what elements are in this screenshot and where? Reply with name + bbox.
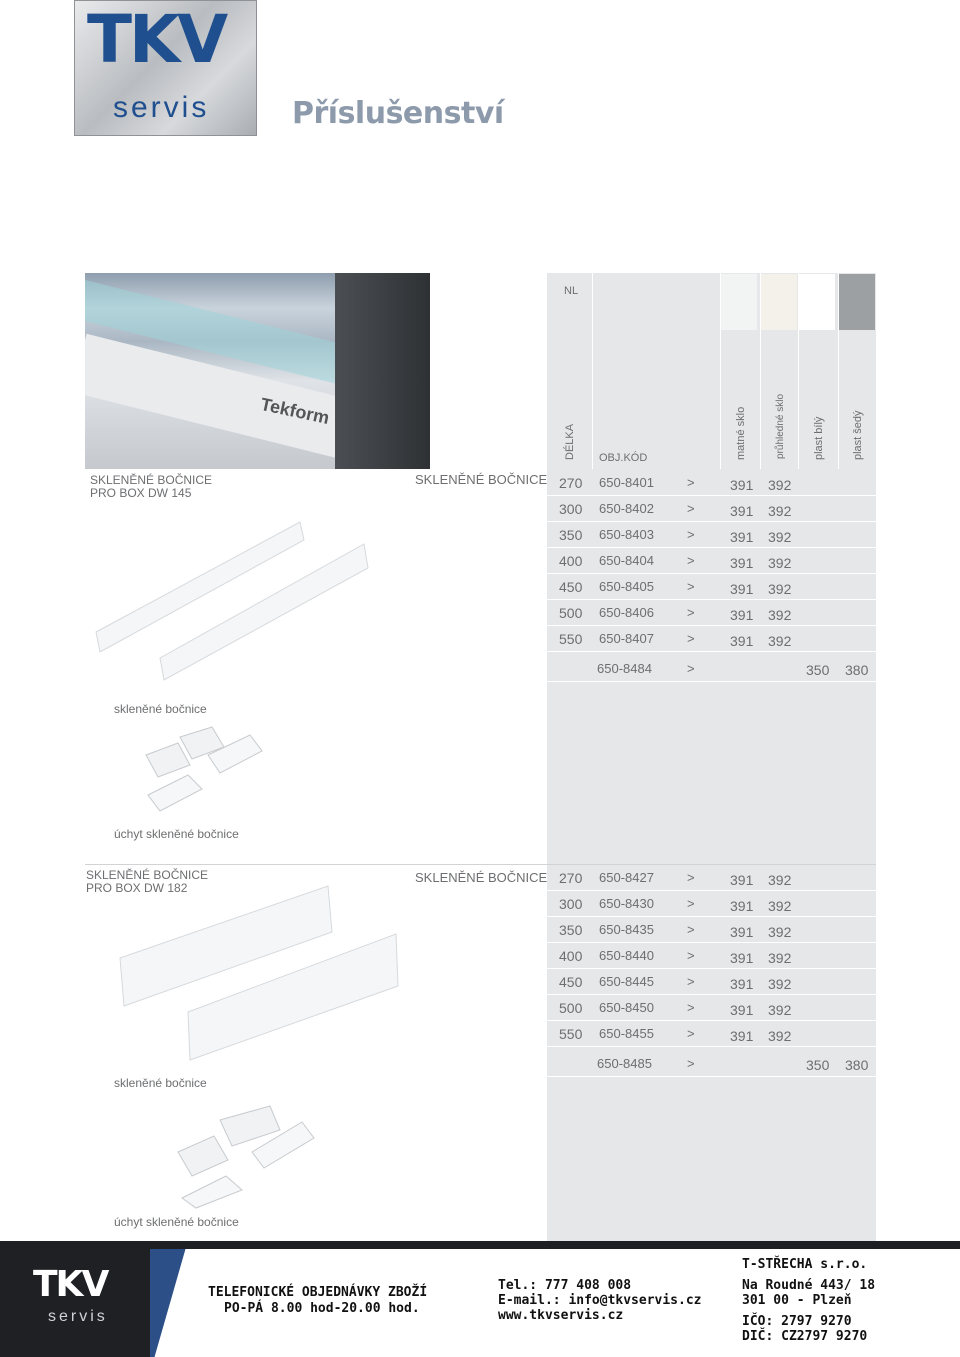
cell-order-code: 650-8402 (599, 501, 654, 516)
cell-order-code: 650-8405 (599, 579, 654, 594)
row-separator (546, 890, 876, 891)
cell-arrow: > (687, 974, 695, 989)
cell-order-code: 650-8404 (599, 553, 654, 568)
footer-logo-subtext: servis (48, 1308, 108, 1325)
row-separator (546, 1020, 876, 1021)
cell-length: 350 (559, 527, 583, 543)
cell-length: 270 (559, 870, 583, 886)
logo-subtext: servis (113, 91, 210, 124)
row-separator (546, 681, 876, 682)
cell-matne-sklo: 391 (730, 607, 754, 623)
header-delka: DÉLKA (564, 423, 576, 460)
glass-panels-image-2 (110, 880, 405, 1065)
cell-length: 400 (559, 553, 583, 569)
column-divider (592, 273, 593, 469)
cell-order-code: 650-8485 (597, 1056, 652, 1071)
cell-arrow: > (687, 553, 695, 568)
cell-pruhledne-sklo: 392 (768, 950, 792, 966)
cell-matne-sklo: 391 (730, 503, 754, 519)
cell-length: 270 (559, 475, 583, 491)
cell-arrow: > (687, 1056, 695, 1071)
cell-order-code: 650-8403 (599, 527, 654, 542)
cell-matne-sklo: 391 (730, 1002, 754, 1018)
row-separator (546, 521, 876, 522)
price-table-background (547, 273, 876, 1241)
page-title: Příslušenství (292, 96, 504, 131)
cell-order-code: 650-8440 (599, 948, 654, 963)
cell-length: 350 (559, 922, 583, 938)
nl-label: NL (564, 285, 579, 297)
drawer-photo: Tekform (85, 273, 430, 469)
cell-arrow: > (687, 661, 695, 676)
cell-matne-sklo: 391 (730, 950, 754, 966)
logo-text: TKV (87, 1, 226, 78)
row-separator (546, 599, 876, 600)
cell-plast-sedy: 380 (845, 662, 869, 678)
cell-order-code: 650-8427 (599, 870, 654, 885)
cell-plast-bily: 350 (806, 662, 830, 678)
cell-order-code: 650-8484 (597, 661, 652, 676)
cell-order-code: 650-8445 (599, 974, 654, 989)
section2-left-title-2: PRO BOX DW 182 (86, 881, 188, 895)
cell-pruhledne-sklo: 392 (768, 529, 792, 545)
footer-orders-hours: PO-PÁ 8.00 hod-20.00 hod. (224, 1301, 420, 1316)
cell-order-code: 650-8455 (599, 1026, 654, 1041)
row-separator (546, 942, 876, 943)
swatch-plast-bily (799, 274, 835, 330)
cell-matne-sklo: 391 (730, 898, 754, 914)
section1-left-title-1: SKLENĚNÉ BOČNICE (90, 473, 213, 487)
cell-pruhledne-sklo: 392 (768, 872, 792, 888)
footer (0, 1241, 960, 1357)
cell-arrow: > (687, 527, 695, 542)
cell-arrow: > (687, 605, 695, 620)
row-separator (546, 1076, 876, 1077)
row-separator (546, 994, 876, 995)
cell-matne-sklo: 391 (730, 1028, 754, 1044)
section-divider (85, 864, 876, 865)
company-logo (74, 0, 257, 136)
cell-pruhledne-sklo: 392 (768, 503, 792, 519)
footer-email[interactable]: E-mail.: info@tkvservis.cz (498, 1293, 702, 1308)
cell-length: 550 (559, 1026, 583, 1042)
section1-caption-glass: skleněné bočnice (114, 702, 207, 716)
cell-matne-sklo: 391 (730, 976, 754, 992)
cell-matne-sklo: 391 (730, 555, 754, 571)
footer-web[interactable]: www.tkvservis.cz (498, 1308, 624, 1323)
header-pruhledne-sklo: průhledné sklo (775, 393, 786, 459)
header-plast-bily: plast bílý (813, 416, 825, 460)
cell-matne-sklo: 391 (730, 529, 754, 545)
cell-length: 300 (559, 501, 583, 517)
cell-arrow: > (687, 475, 695, 490)
section1-mid-title: SKLENĚNÉ BOČNICE (415, 472, 548, 487)
footer-address-2: 301 00 - Plzeň (742, 1293, 852, 1308)
cell-length: 500 (559, 605, 583, 621)
section1-caption-clip: úchyt skleněné bočnice (114, 827, 239, 841)
cell-pruhledne-sklo: 392 (768, 581, 792, 597)
glass-clips-image (138, 725, 268, 815)
cell-matne-sklo: 391 (730, 477, 754, 493)
cell-length: 300 (559, 896, 583, 912)
cell-arrow: > (687, 1026, 695, 1041)
footer-orders-title: TELEFONICKÉ OBJEDNÁVKY ZBOŽÍ (208, 1285, 428, 1300)
header-matne-sklo: matné sklo (735, 406, 747, 460)
glass-clips-image-2 (170, 1102, 320, 1210)
glass-panels-image (88, 510, 373, 690)
cell-pruhledne-sklo: 392 (768, 924, 792, 940)
cell-arrow: > (687, 1000, 695, 1015)
cell-arrow: > (687, 948, 695, 963)
row-separator (546, 495, 876, 496)
header-obj-kod: OBJ.KÓD (599, 452, 648, 464)
section2-left-title-1: SKLENĚNÉ BOČNICE (86, 868, 209, 882)
cell-arrow: > (687, 870, 695, 885)
section2-caption-clip: úchyt skleněné bočnice (114, 1215, 239, 1229)
cell-pruhledne-sklo: 392 (768, 1002, 792, 1018)
cell-pruhledne-sklo: 392 (768, 555, 792, 571)
cell-pruhledne-sklo: 392 (768, 1028, 792, 1044)
swatch-matne-sklo (721, 274, 757, 330)
footer-tel: Tel.: 777 408 008 (498, 1278, 632, 1293)
cell-order-code: 650-8435 (599, 922, 654, 937)
cell-order-code: 650-8430 (599, 896, 654, 911)
row-separator (546, 573, 876, 574)
cell-pruhledne-sklo: 392 (768, 607, 792, 623)
header-plast-sedy: plast šedý (852, 410, 864, 460)
cell-order-code: 650-8401 (599, 475, 654, 490)
cell-arrow: > (687, 631, 695, 646)
cell-plast-bily: 350 (806, 1057, 830, 1073)
section2-caption-glass: skleněné bočnice (114, 1076, 207, 1090)
row-separator (546, 968, 876, 969)
row-separator (546, 916, 876, 917)
cell-order-code: 650-8406 (599, 605, 654, 620)
cell-pruhledne-sklo: 392 (768, 633, 792, 649)
cell-order-code: 650-8450 (599, 1000, 654, 1015)
cell-pruhledne-sklo: 392 (768, 976, 792, 992)
cell-pruhledne-sklo: 392 (768, 477, 792, 493)
row-separator (546, 547, 876, 548)
row-separator (546, 1046, 876, 1047)
cell-length: 500 (559, 1000, 583, 1016)
section2-mid-title: SKLENĚNÉ BOČNICE (415, 870, 548, 885)
cell-matne-sklo: 391 (730, 872, 754, 888)
cell-pruhledne-sklo: 392 (768, 898, 792, 914)
cell-matne-sklo: 391 (730, 581, 754, 597)
cell-arrow: > (687, 896, 695, 911)
swatch-pruhledne-sklo (761, 274, 797, 330)
cell-order-code: 650-8407 (599, 631, 654, 646)
cell-arrow: > (687, 501, 695, 516)
cell-matne-sklo: 391 (730, 924, 754, 940)
footer-company: T-STŘECHA s.r.o. (742, 1257, 868, 1272)
cell-length: 550 (559, 631, 583, 647)
footer-ico: IČO: 2797 9270 (742, 1314, 852, 1329)
cell-length: 450 (559, 579, 583, 595)
cell-plast-sedy: 380 (845, 1057, 869, 1073)
cell-matne-sklo: 391 (730, 633, 754, 649)
footer-logo-text: TKV (33, 1264, 108, 1305)
section1-left-title-2: PRO BOX DW 145 (90, 486, 192, 500)
cell-length: 400 (559, 948, 583, 964)
row-separator (546, 625, 876, 626)
cell-arrow: > (687, 922, 695, 937)
swatch-plast-sedy (839, 274, 875, 330)
row-separator (546, 651, 876, 652)
footer-address-1: Na Roudné 443/ 18 (742, 1278, 876, 1293)
cell-arrow: > (687, 579, 695, 594)
cell-length: 450 (559, 974, 583, 990)
footer-dic: DIČ: CZ2797 9270 (742, 1329, 868, 1344)
